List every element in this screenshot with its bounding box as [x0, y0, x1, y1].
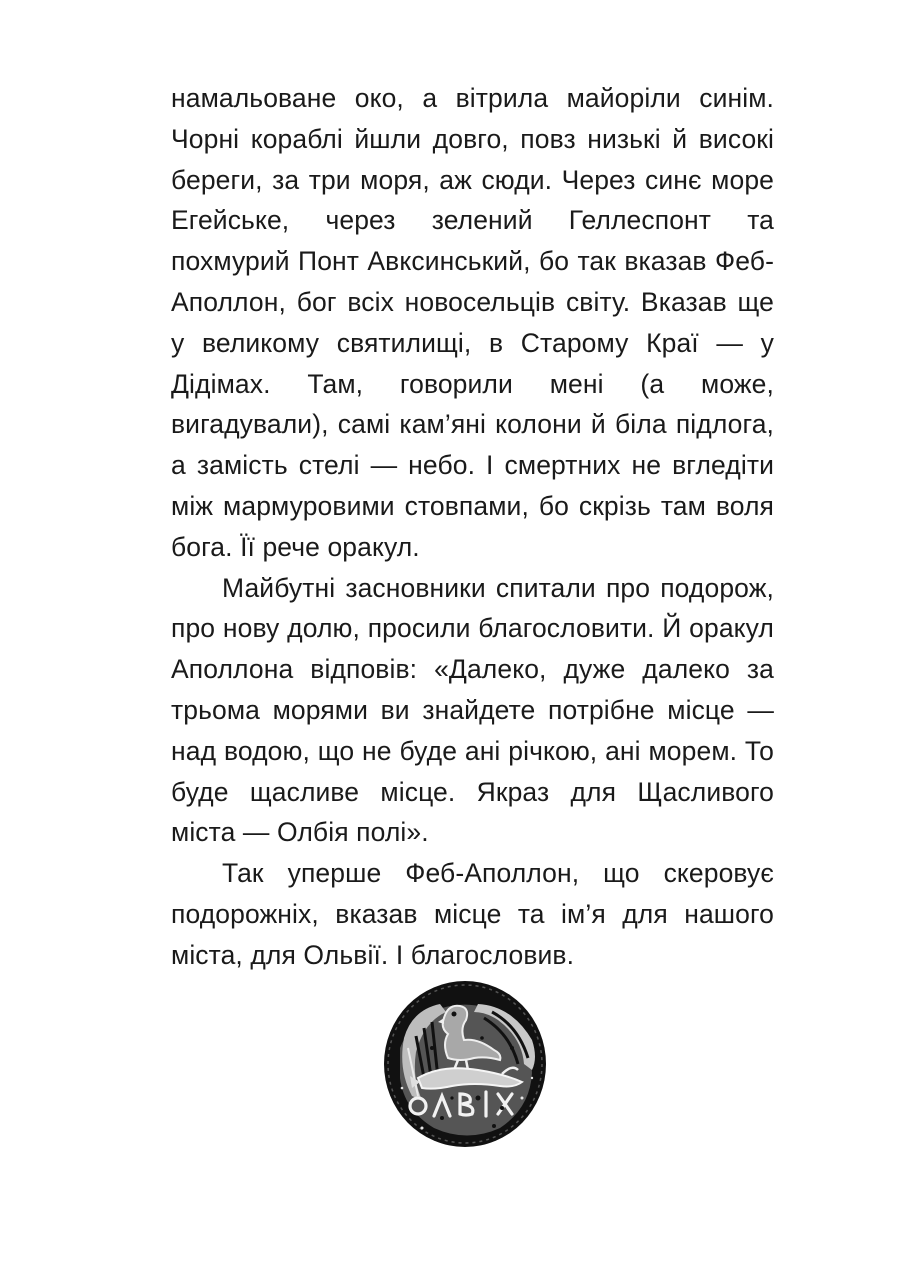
paragraph-2: Майбутні засновники спитали про подорож, про нову долю, просили благословити. Й оракул Аполлона відповів: «Далеко, дуже далеко за трьома морями ви знайдете потрібне місце — над водою, що не буде ані річкою, ані морем. То буде щасливе місце. Якраз для Щасливого міста — Олбія полі».: [171, 572, 774, 848]
text-column: [171, 78, 774, 976]
paragraph-1: намальоване око, а вітрила майоріли синім. Чорні кораблі йшли довго, повз низькі й високі береги, за три моря, аж сюди. Через синє море Егейське, через зелений Геллеспонт та похмурий Понт Авксинський, бо так вказав Феб-Аполлон, бог всіх новосельців світу. Вказав ще у великому святилищі, в Старому Краї — у Дідімах. Там, говорили мені (а може, вигадували), самі кам’яні колони й біла підлога, а замість стелі — небо. І смертних не вгледіти між мармуровими стовпами, бо скрізь там воля бога. Її рече оракул.: [171, 83, 774, 562]
coin-illustration: [382, 978, 548, 1148]
olbia-coin-icon: [382, 978, 548, 1148]
paragraph-3: Так уперше Феб-Аполлон, що скеровує подорожніх, вказав місце та ім’я для нашого міста, для Ольвії. І благословив.: [171, 858, 774, 970]
